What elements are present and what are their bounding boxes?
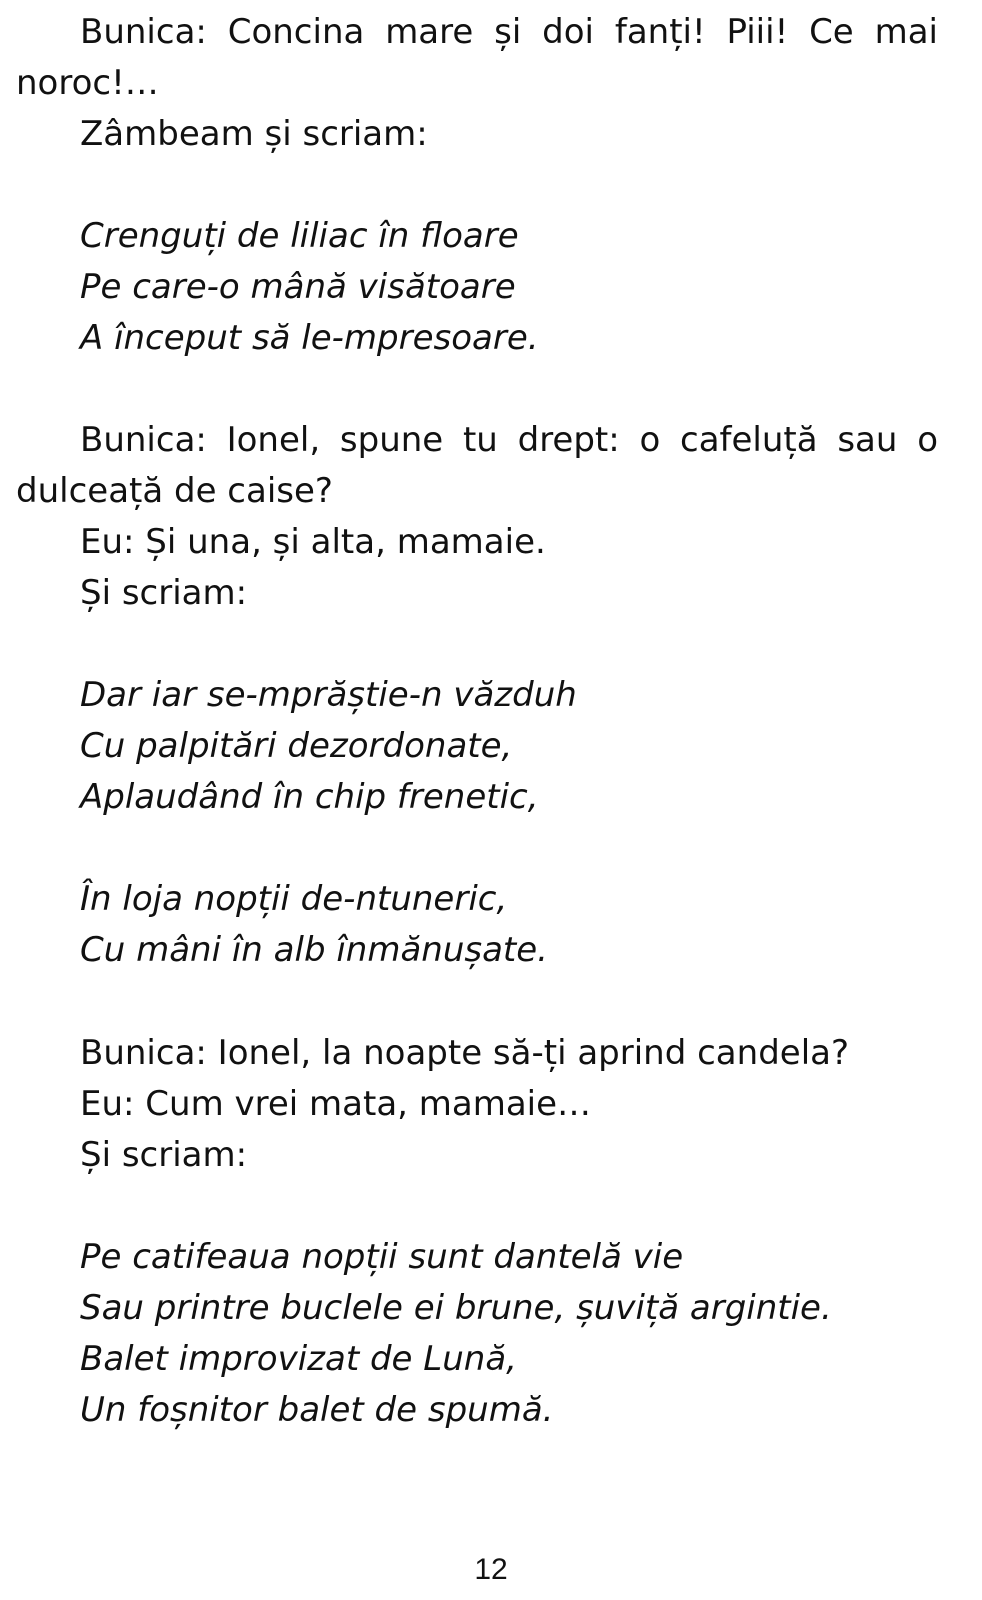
verse-line: Un foșnitor balet de spumă. [80,1390,554,1430]
verse-line: Dar iar se-mprăștie-n văzduh [80,675,577,715]
prose-line: Și scriam: [80,1135,248,1175]
prose-line: dulceață de caise? [16,471,333,511]
verse-line: Aplaudând în chip frenetic, [80,777,539,817]
prose-line: Bunica: Concina mare și doi fanți! Piii! Ce mai [80,12,938,52]
prose-line: Și scriam: [80,573,248,613]
prose-line: Zâmbeam și scriam: [80,114,428,154]
verse-line: Balet improvizat de Lună, [80,1339,517,1379]
verse-line: Cu mâni în alb înmănușate. [80,930,548,970]
prose-line: Bunica: Ionel, la noapte să-ți aprind candela? [80,1033,850,1073]
prose-line: Bunica: Ionel, spune tu drept: o cafeluță sau o [80,420,938,460]
prose-line: Eu: Cum vrei mata, mamaie… [80,1084,592,1124]
prose-line: noroc!… [16,63,159,103]
verse-line: Sau printre buclele ei brune, șuviță argintie. [80,1288,832,1328]
prose-line: Eu: Și una, și alta, mamaie. [80,522,546,562]
verse-line: Pe catifeaua nopții sunt dantelă vie [80,1237,684,1277]
verse-line: Cu palpitări dezordonate, [80,726,513,766]
verse-line: A început să le-mpresoare. [80,318,539,358]
verse-line: În loja nopții de-ntuneric, [80,879,508,919]
verse-line: Pe care-o mână visătoare [80,267,516,307]
page-number: 12 [474,1553,508,1586]
verse-line: Crenguți de liliac în floare [80,216,519,256]
